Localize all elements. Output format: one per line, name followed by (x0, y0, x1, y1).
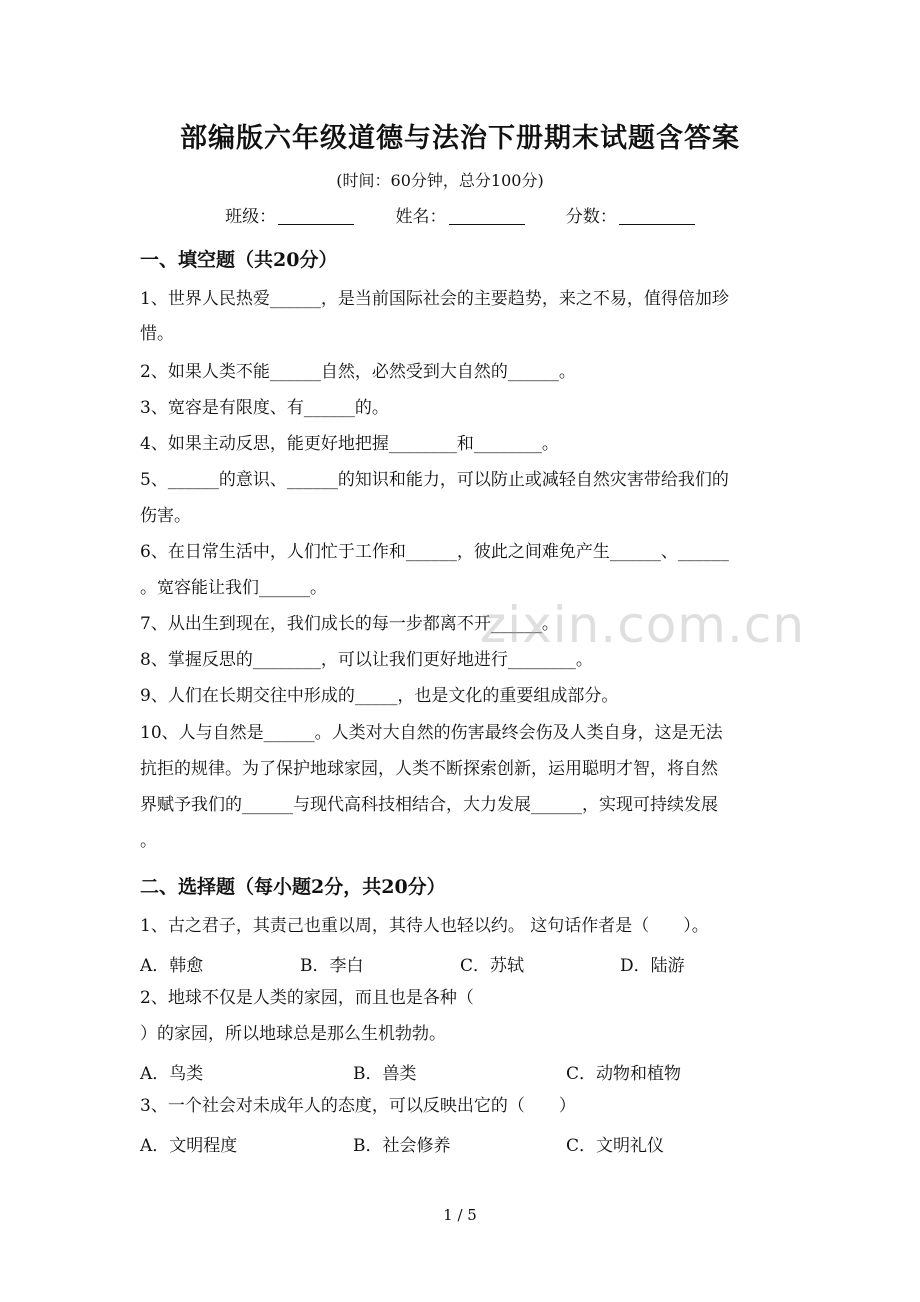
question-line: 2、如果人类不能______自然，必然受到大自然的______。 (140, 362, 576, 382)
question-line: 1、世界人民热爱______，是当前国际社会的主要趋势，来之不易，值得倍加珍 (140, 289, 729, 309)
name-field (396, 202, 525, 227)
option-d[interactable]: D．陆游 (620, 956, 685, 976)
watermark: zixin.com.cn (480, 596, 806, 654)
section-heading-choice: 二、选择题（每小题2分，共20分） (140, 876, 446, 898)
question-stem: 3、一个社会对未成年人的态度，可以反映出它的（ ） (140, 1096, 576, 1116)
section-heading-fill-blank: 一、填空题（共20分） (140, 249, 338, 271)
question-line: 3、宽容是有限度、有______的。 (140, 398, 389, 418)
score-blank[interactable] (619, 207, 695, 225)
question-line: 。 (140, 831, 157, 851)
student-info-row (0, 202, 920, 227)
question-line: 。宽容能让我们______。 (140, 578, 327, 598)
option-c[interactable]: C．苏轼 (460, 956, 525, 976)
option-a[interactable]: A．鸟类 (140, 1064, 204, 1084)
question-line: 6、在日常生活中，人们忙于工作和______，彼此之间难免产生______、______ (140, 542, 729, 562)
score-field (566, 202, 695, 227)
exam-time-note: (时间：60分钟，总分100分) (336, 171, 544, 190)
question-line: 4、如果主动反思，能更好地把握________和________。 (140, 434, 559, 454)
option-b[interactable]: B．兽类 (353, 1064, 417, 1084)
option-a[interactable]: A．韩愈 (140, 956, 204, 976)
name-label: 姓名： (395, 207, 447, 227)
class-blank[interactable] (278, 207, 354, 225)
class-field (225, 202, 354, 227)
page-title: 部编版六年级道德与法治下册期末试题含答案 (180, 123, 740, 154)
name-blank[interactable] (449, 207, 525, 225)
option-b[interactable]: B．李白 (300, 956, 364, 976)
question-line: 7、从出生到现在，我们成长的每一步都离不开______。 (140, 614, 559, 634)
option-c[interactable]: C．动物和植物 (566, 1064, 682, 1084)
question-stem: ）的家园，所以地球总是那么生机勃勃。 (140, 1024, 446, 1044)
question-stem: 2、地球不仅是人类的家园，而且也是各种（ (140, 988, 474, 1008)
option-a[interactable]: A．文明程度 (140, 1136, 238, 1156)
question-line: 5、______的意识、______的知识和能力，可以防止或减轻自然灾害带给我们的 (140, 470, 729, 490)
question-line: 抗拒的规律。为了保护地球家园，人类不断探索创新，运用聪明才智，将自然 (140, 759, 718, 779)
option-b[interactable]: B．社会修养 (353, 1136, 451, 1156)
page-number: 1 / 5 (443, 1206, 477, 1224)
score-label: 分数： (565, 207, 617, 227)
question-line: 8、掌握反思的________，可以让我们更好地进行________。 (140, 650, 593, 670)
class-label: 班级： (225, 207, 277, 227)
question-line: 界赋予我们的______与现代高科技相结合，大力发展______，实现可持续发展 (140, 795, 718, 815)
question-line: 9、人们在长期交往中形成的_____，也是文化的重要组成部分。 (140, 686, 619, 706)
question-line: 10、人与自然是______。人类对大自然的伤害最终会伤及人类自身，这是无法 (140, 723, 723, 743)
question-line: 伤害。 (140, 506, 191, 526)
question-stem: 1、古之君子，其责己也重以周，其待人也轻以约。 这句话作者是（ ）。 (140, 916, 709, 936)
option-c[interactable]: C．文明礼仪 (566, 1136, 665, 1156)
question-line: 惜。 (140, 324, 174, 344)
